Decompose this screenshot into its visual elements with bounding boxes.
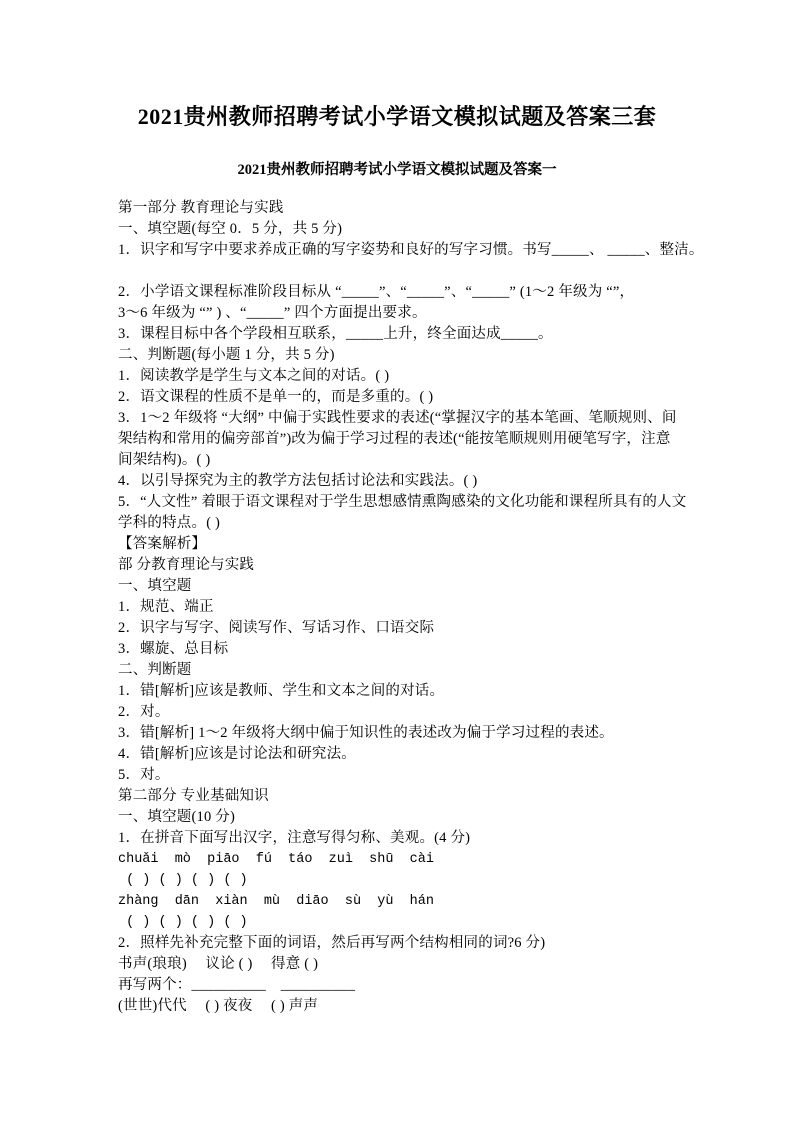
document-line: 一、填空题(每空 0．5 分，共 5 分) — [118, 221, 343, 237]
document-line — [118, 261, 758, 282]
document-line: 再写两个：__________ __________ — [118, 977, 356, 993]
document-line: 间架结构)。( ) — [118, 452, 211, 468]
document-line: 架结构和常用的偏旁部首”)改为偏于学习过程的表述(“能按笔顺规则用硬笔写字，注意 — [118, 431, 671, 447]
document-line: 5．“人文性” 着眼于语文课程对于学生思想感情熏陶感染的文化功能和课程所具有的人文 — [118, 494, 687, 510]
document-line: 2．照样先补充完整下面的词语，然后再写两个结构相同的词?6 分) — [118, 935, 546, 951]
document-line: 2．对。 — [118, 704, 170, 720]
document-line: 【答案解析】 — [118, 536, 207, 552]
document-line: 3．错[解析] 1～2 年级将大纲中偏于知识性的表述改为偏于学习过程的表述。 — [118, 725, 614, 741]
document-line: 1．规范、端正 — [118, 599, 214, 615]
document-line: 3．1～2 年级将 “大纲” 中偏于实践性要求的表述(“掌握汉字的基本笔画、笔顺规则、间 — [118, 410, 677, 426]
document-line: 部 分教育理论与实践 — [118, 557, 255, 573]
document-line: 1．在拼音下面写出汉字，注意写得匀称、美观。(4 分) — [118, 830, 471, 846]
document-line: 1．阅读教学是学生与文本之间的对话。( ) — [118, 368, 390, 384]
document-line: 学科的特点。( ) — [118, 515, 221, 531]
document-line: 第二部分 专业基础知识 — [118, 788, 269, 804]
document-line: 2．小学语文课程标准阶段目标从 “_____”、“_____”、“_____” (1～2 年级为 “”， — [118, 284, 635, 300]
document-line: ( ) ( ) ( ) ( ) — [118, 915, 248, 930]
document-subtitle: 2021贵州教师招聘考试小学语文模拟试题及答案一 — [237, 162, 557, 178]
document-line: (世世)代代 ( ) 夜夜 ( ) 声声 — [118, 998, 319, 1014]
document-line: 二、判断题(每小题 1 分，共 5 分) — [118, 347, 335, 363]
document-line: ( ) ( ) ( ) ( ) — [118, 873, 248, 888]
document-line: 4．以引导探究为主的教学方法包括讨论法和实践法。( ) — [118, 473, 478, 489]
document-body — [118, 198, 758, 1017]
document-line: 4．错[解析]应该是讨论法和研究法。 — [118, 746, 357, 762]
document-line: 1．错[解析]应该是教师、学生和文本之间的对话。 — [118, 683, 445, 699]
document-line: 5．对。 — [118, 767, 170, 783]
document-line: 二、判断题 — [118, 662, 192, 678]
document-line: 一、填空题 — [118, 578, 192, 594]
document-line: zhàng dān xiàn mù diāo sù yù hán — [118, 894, 434, 909]
document-line: chuǎi mò piāo fú táo zuì shū cài — [118, 852, 434, 867]
document-line: 3．课程目标中各个学段相互联系，_____上升，终全面达成_____。 — [118, 326, 553, 342]
document-line: 第一部分 教育理论与实践 — [118, 200, 284, 216]
document-line: 书声(琅琅) 议论 ( ) 得意 ( ) — [118, 956, 319, 972]
document-line: 2．识字与写字、阅读写作、写话习作、口语交际 — [118, 620, 435, 636]
document-line: 1．识字和写字中要求养成正确的写字姿势和良好的写字习惯。书写_____、 _____、整洁。 — [118, 242, 704, 258]
document-title: 2021贵州教师招聘考试小学语文模拟试题及答案三套 — [137, 104, 657, 129]
document-line: 一、填空题(10 分) — [118, 809, 235, 825]
document-line: 3．螺旋、总目标 — [118, 641, 229, 657]
document-line: 2．语文课程的性质不是单一的，而是多重的。( ) — [118, 389, 434, 405]
document-line: 3～6 年级为 “” ) 、“_____” 四个方面提出要求。 — [118, 305, 427, 321]
